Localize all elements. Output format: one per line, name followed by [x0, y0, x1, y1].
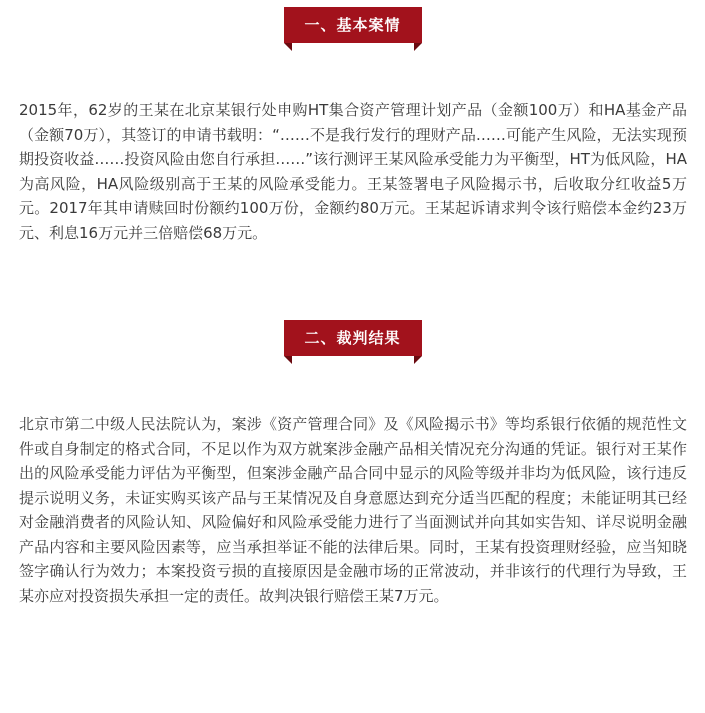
case-facts-paragraph: 2015年，62岁的王某在北京某银行处申购HT集合资产管理计划产品（金额100万）和HA基金产品（金额70万），其签订的申请书载明：“……不是我行发行的理财产品……可能产生风险，无法实现预期投资收益……投资风险由您自行承担……”该行测评王某风险承受能力为平衡型，HT为低风险，HA为高风险，HA风险级别高于王某的风险承受能力。王某签署电子风险揭示书，后收取分红收益5万元。2017年其申请赎回时份额约100万份，金额约80万元。王某起诉请求判令该行赔偿本金约23万元、利息16万元并三倍赔偿68万元。: [19, 101, 687, 242]
section-header-judgment: [284, 320, 422, 364]
section-title: 一、基本案情: [284, 7, 422, 43]
section-title: 二、裁判结果: [284, 320, 422, 356]
section-header-basic-facts: [284, 7, 422, 51]
ribbon-fold-right: [414, 43, 422, 51]
judgment-paragraph: 北京市第二中级人民法院认为，案涉《资产管理合同》及《风险揭示书》等均系银行依循的规范性文件或自身制定的格式合同，不足以作为双方就案涉金融产品相关情况充分沟通的凭证。银行对王某作出的风险承受能力评估为平衡型，但案涉金融产品合同中显示的风险等级并非均为低风险，该行违反提示说明义务，未证实购买该产品与王某情况及自身意愿达到充分适当匹配的程度；未能证明其已经对金融消费者的风险认知、风险偏好和风险承受能力进行了当面测试并向其如实告知、详尽说明金融产品内容和主要风险因素等，应当承担举证不能的法律后果。同时，王某有投资理财经验，应当知晓签字确认行为效力；本案投资亏损的直接原因是金融市场的正常波动，并非该行的代理行为导致，王某亦应对投资损失承担一定的责任。故判决银行赔偿王某7万元。: [19, 415, 687, 605]
ribbon-fold-left: [284, 43, 292, 51]
ribbon-fold-right: [414, 356, 422, 364]
ribbon-fold-left: [284, 356, 292, 364]
